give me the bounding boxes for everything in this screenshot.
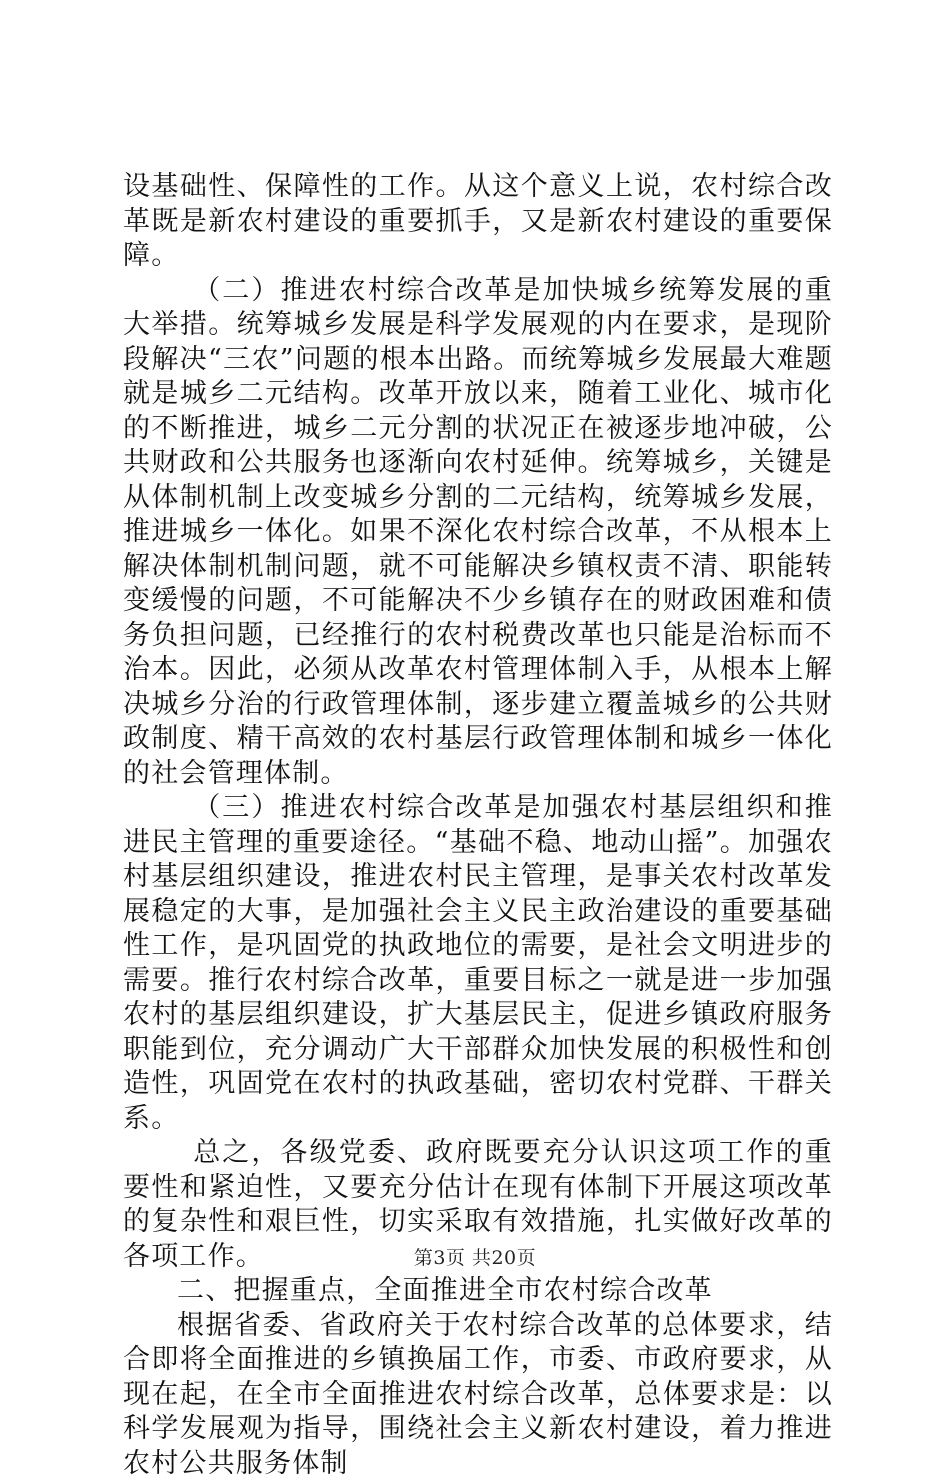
paragraph-2: （二）推进农村综合改革是加快城乡统筹发展的重大举措。统筹城乡发展是科学发展观的内在要求，是现阶段解决“三农”问题的根本出路。而统筹城乡发展最大难题就是城乡二元结构。改革开放以来，随着工业化、城市化的不断推进，城乡二元分割的状况正在被逐步地冲破，公共财政和公共服务也逐渐向农村延伸。统筹城乡，关键是从体制机制上改变城乡分割的二元结构，统筹城乡发展，推进城乡一体化。如果不深化农村综合改革，不从根本上解决体制机制问题，就不可能解决乡镇权责不清、职能转变缓慢的问题，不可能解决不少乡镇存在的财政困难和债务负担问题，已经推行的农村税费改革也只能是治标而不治本。因此，必须从改革农村管理体制入手，从根本上解决城乡分治的行政管理体制，逐步建立覆盖城乡的公共财政制度、精干高效的农村基层行政管理体制和城乡一体化的社会管理体制。 [123, 274, 833, 792]
paragraph-4: 总之，各级党委、政府既要充分认识这项工作的重要性和紧迫性，又要充分估计在现有体制下开展这项改革的复杂性和艰巨性，切实采取有效措施，扎实做好改革的各项工作。 [123, 1136, 833, 1274]
paragraph-3: （三）推进农村综合改革是加强农村基层组织和推进民主管理的重要途径。“基础不稳、地动山摇”。加强农村基层组织建设，推进农村民主管理，是事关农村改革发展稳定的大事，是加强社会主义民主政治建设的重要基础性工作，是巩固党的执政地位的需要，是社会文明进步的需要。推行农村综合改革，重要目标之一就是进一步加强农村的基层组织建设，扩大基层民主，促进乡镇政府服务职能到位，充分调动广大干部群众加快发展的积极性和创造性，巩固党在农村的执政基础，密切农村党群、干群关系。 [123, 791, 833, 1136]
section-heading: 二、把握重点，全面推进全市农村综合改革 [123, 1274, 833, 1309]
paragraph-1: 设基础性、保障性的工作。从这个意义上说，农村综合改革既是新农村建设的重要抓手，又是新农村建设的重要保障。 [123, 170, 833, 274]
paragraph-5: 根据省委、省政府关于农村综合改革的总体要求，结合即将全面推进的乡镇换届工作，市委、市政府要求，从现在起，在全市全面推进农村综合改革，总体要求是：以科学发展观为指导，围绕社会主义新农村建设，着力推进农村公共服务体制 [123, 1309, 833, 1481]
document-body [123, 170, 833, 1481]
page-number-footer: 第3页 共20页 [0, 1243, 950, 1270]
